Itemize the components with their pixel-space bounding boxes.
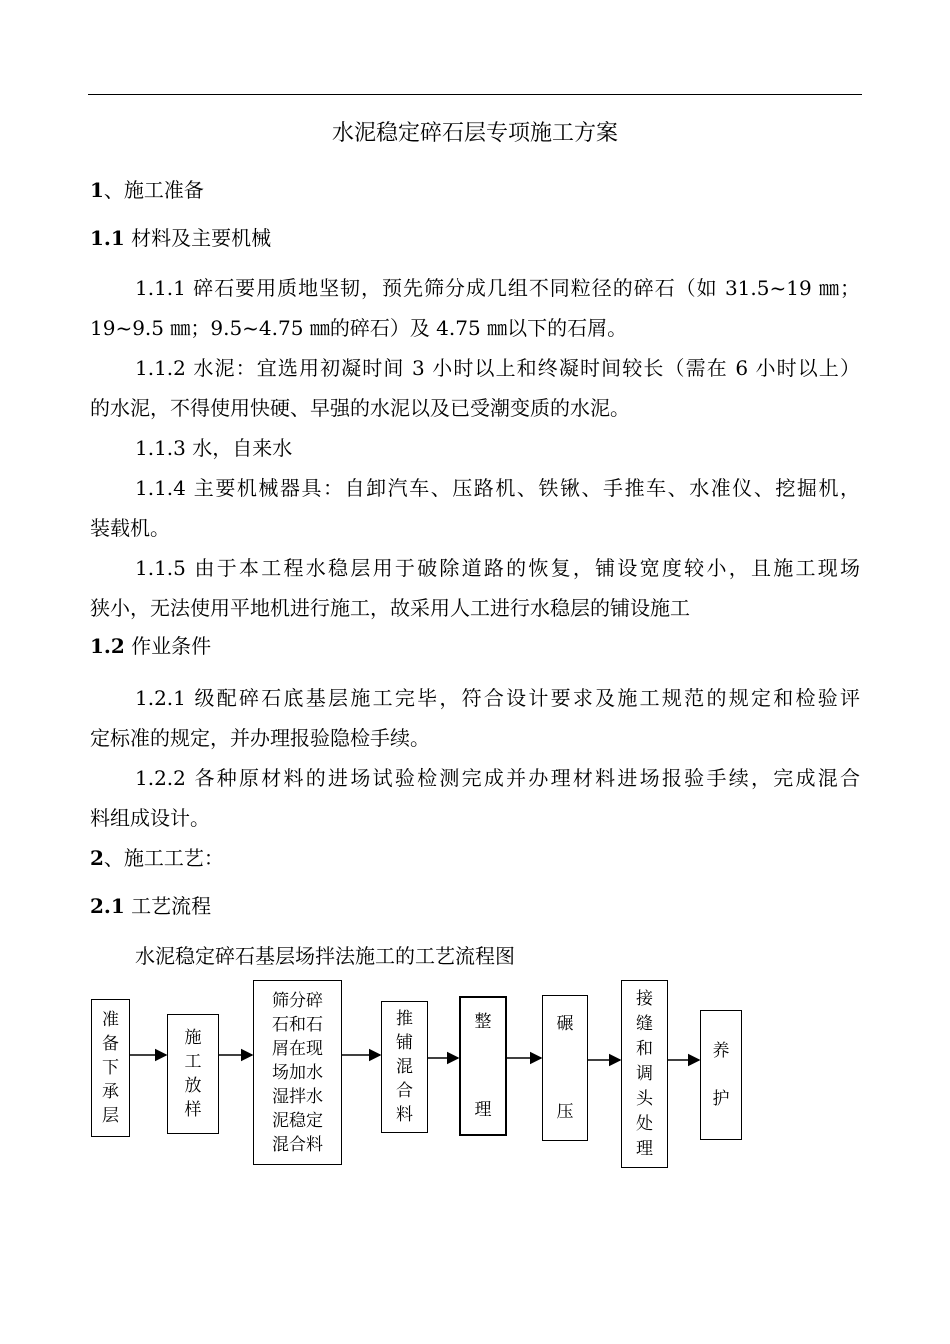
subsection-heading-1-2: 1.2 作业条件: [90, 634, 212, 658]
flow-step-label: 处: [636, 1113, 653, 1134]
flow-step-label: 工: [184, 1052, 202, 1072]
paragraph-line: 19~9.5 ㎜；9.5~4.75 ㎜的碎石）及 4.75 ㎜以下的石屑。: [90, 316, 628, 340]
flow-step-label: 湿拌水: [272, 1086, 323, 1107]
flow-step-label: 和: [636, 1038, 653, 1059]
flow-step-label: 样: [184, 1100, 202, 1120]
flow-step-label: 调: [636, 1063, 653, 1084]
flow-step-label: 料: [396, 1105, 413, 1125]
paragraph-line: 1.1.2 水泥：宜选用初凝时间 3 小时以上和终凝时间较长（需在 6 小时以上）: [135, 356, 860, 380]
paragraph-line: 1.1.4 主要机械器具：自卸汽车、压路机、铁锹、手推车、水准仪、挖掘机，: [135, 476, 860, 500]
flow-step-label: 放: [184, 1076, 202, 1096]
flow-step-label: 整: [474, 1012, 492, 1032]
flow-step-label: 泥稳定: [272, 1110, 323, 1131]
subsection-heading-1-1: 1.1 材料及主要机械: [90, 226, 272, 250]
flow-step-label: 碾: [556, 1014, 574, 1034]
flow-step-label: 铺: [396, 1033, 413, 1053]
section-heading-2: 2、施工工艺：: [90, 846, 224, 870]
flow-step-label: 缝: [636, 1013, 653, 1034]
flow-step-label: 施: [184, 1028, 202, 1048]
flow-step-label: 混: [396, 1057, 413, 1077]
paragraph-line: 料组成设计。: [90, 806, 210, 830]
paragraph-line: 1.2.1 级配碎石底基层施工完毕，符合设计要求及施工规范的规定和检验评: [135, 686, 860, 710]
flow-step-label: 头: [636, 1088, 653, 1109]
flow-step-label: 压: [556, 1102, 574, 1122]
flow-step-label: 理: [474, 1100, 492, 1120]
flow-step-label: 场加水: [272, 1062, 323, 1083]
section-heading-1: 1、施工准备: [90, 178, 204, 202]
flow-step-label: 承: [102, 1082, 119, 1102]
paragraph-line: 装载机。: [90, 516, 170, 540]
flow-step-label: 筛分碎: [272, 990, 323, 1011]
flow-step-label: 合: [396, 1081, 413, 1101]
document-title: 水泥稳定碎石层专项施工方案: [331, 121, 618, 146]
paragraph-line: 定标准的规定，并办理报验隐检手续。: [90, 726, 430, 750]
paragraph-line: 狭小，无法使用平地机进行施工，故采用人工进行水稳层的铺设施工: [90, 596, 690, 620]
flow-step-label: 接: [636, 988, 653, 1009]
flow-step-label: 石和石: [272, 1014, 323, 1035]
paragraph-line: 1.1.5 由于本工程水稳层用于破除道路的恢复，铺设宽度较小，且施工现场: [135, 556, 860, 580]
flow-step-label: 准: [102, 1010, 119, 1030]
subsection-heading-2-1: 2.1 工艺流程: [90, 894, 212, 918]
flow-step-label: 备: [102, 1034, 119, 1054]
flow-step-label: 屑在现: [272, 1038, 323, 1059]
paragraph-line: 1.1.1 碎石要用质地坚韧，预先筛分成几组不同粒径的碎石（如 31.5~19 ㎜；: [135, 276, 860, 300]
flow-step-label: 混合料: [272, 1134, 323, 1155]
flow-step-label: 推: [396, 1009, 413, 1029]
flow-step-label: 理: [636, 1138, 653, 1159]
paragraph-line: 1.1.3 水，自来水: [135, 436, 293, 460]
flow-step-label: 下: [102, 1058, 119, 1078]
flow-step-label: 养: [712, 1041, 730, 1061]
flowchart-caption: 水泥稳定碎石基层场拌法施工的工艺流程图: [135, 944, 515, 968]
paragraph-line: 1.2.2 各种原材料的进场试验检测完成并办理材料进场报验手续，完成混合: [135, 766, 860, 790]
paragraph-line: 的水泥，不得使用快硬、早强的水泥以及已受潮变质的水泥。: [90, 396, 630, 420]
flow-step-label: 层: [102, 1106, 119, 1126]
flow-step-label: 护: [712, 1089, 730, 1109]
